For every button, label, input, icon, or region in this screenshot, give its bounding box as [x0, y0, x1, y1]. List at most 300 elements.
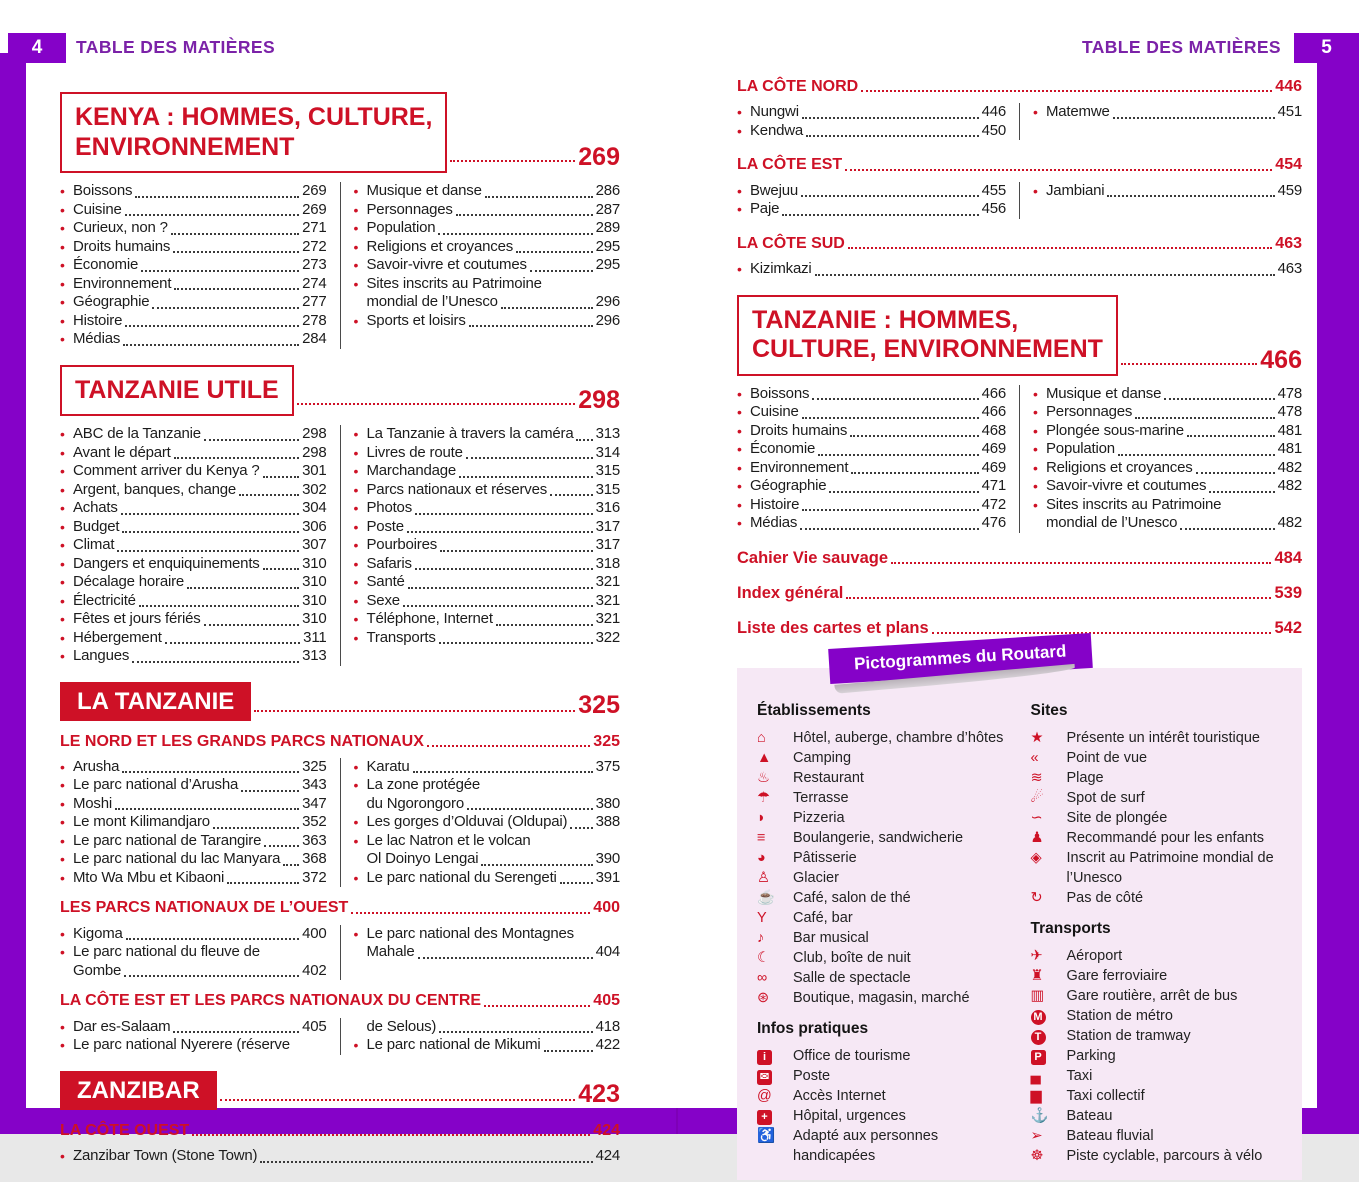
pictogram-item-label: Terrasse [793, 789, 849, 806]
bullet-icon: • [737, 496, 742, 513]
toc-item-label: Moshi [73, 794, 113, 812]
toc-item-body [367, 201, 621, 220]
pictogram-item-label: Accès Internet [793, 1087, 886, 1104]
pictogram-item [757, 968, 1009, 988]
pas-de-cote-icon: ↻ [1030, 889, 1043, 906]
toc-item-label: du Ngorongoro [366, 794, 464, 812]
leader-dots [467, 808, 593, 810]
section-title-line: KENYA : HOMMES, CULTURE, [75, 103, 433, 131]
toc-item [354, 312, 621, 331]
pictogram-item-label: Camping [793, 749, 852, 766]
toc-item-page: 313 [302, 647, 327, 664]
leader-dots [122, 531, 299, 533]
toc-item-label: Religions et croyances [366, 237, 514, 255]
toc-item-body [73, 832, 327, 851]
toc-item-row [367, 573, 621, 592]
toc-item-label: Économie [750, 440, 816, 458]
toc-item-body [750, 182, 1006, 201]
bullet-icon: • [353, 814, 359, 831]
toc-item-label: Hébergement [73, 628, 162, 646]
toc-item [354, 592, 621, 611]
toc-section-page: 423 [578, 1079, 620, 1108]
toc-item-page: 466 [981, 403, 1006, 421]
pictogram-item [757, 928, 1009, 948]
toc-item-row [73, 629, 327, 648]
toc-item-body [73, 629, 327, 648]
pictogram-item-label: Station de métro [1066, 1007, 1173, 1024]
toc-red-row-page: 484 [1274, 548, 1302, 567]
toc-item-label: Fêtes et jours fériés [73, 610, 201, 627]
toc-item [354, 219, 621, 238]
toc-item-label-line1: Le parc national des Montagnes [366, 924, 574, 942]
toc-item-body [367, 256, 621, 275]
leader-dots [802, 509, 978, 511]
toc-item-row [73, 1018, 327, 1037]
toc-item [60, 219, 327, 238]
toc-item-body [73, 256, 327, 275]
toc-section-page: 466 [1260, 345, 1302, 374]
leader-dots [439, 642, 593, 644]
bullet-icon: • [60, 220, 65, 236]
bullet-icon: • [737, 201, 742, 218]
bullet-icon: • [737, 515, 742, 532]
toc-item-page: 298 [302, 443, 327, 461]
toc-item [354, 425, 621, 444]
bullet-icon: • [1033, 182, 1038, 199]
leader-dots [241, 790, 299, 792]
toc-item [60, 293, 327, 312]
bike-path-icon: ☸ [1030, 1147, 1044, 1164]
toc-item-row [367, 182, 621, 201]
bullet-icon: • [353, 1037, 359, 1054]
toc-subheading-page: 405 [593, 992, 620, 1010]
toc-item-row [367, 943, 621, 962]
toc-item [737, 459, 1006, 478]
toc-wide-items [737, 260, 1302, 279]
pictogram-item-label: Inscrit au Patrimoine mondial de l’Unesco [1066, 849, 1274, 886]
bullet-icon: • [60, 331, 65, 347]
toc-item [60, 1036, 327, 1055]
toc-item-row [73, 925, 327, 944]
toc-item [60, 943, 327, 980]
toc-item-row [367, 536, 621, 555]
section-banner: LA TANZANIE [60, 682, 251, 721]
toc-item-row [750, 422, 1006, 441]
toc-item-label: Arusha [73, 757, 120, 775]
leader-dots [204, 624, 300, 626]
toc-item [354, 555, 621, 574]
toc-item-label: Pourboires [366, 536, 438, 553]
bullet-icon: • [60, 537, 65, 553]
pictogram-item [1031, 1086, 1283, 1106]
toc-item-body [73, 573, 327, 592]
toc-item-row [750, 260, 1302, 279]
toc-item-body [367, 758, 621, 777]
bullet-icon: • [1033, 496, 1038, 513]
pictogram-item-label: Adapté aux personnes handicapées [793, 1127, 939, 1164]
toc-columns [737, 385, 1302, 533]
pictogram-item [757, 768, 1009, 788]
toc-item-page: 446 [981, 103, 1006, 121]
bullet-icon: • [60, 869, 65, 886]
toc-item-row [73, 481, 327, 500]
toc-item-row [73, 499, 327, 518]
toc-item-page: 391 [595, 868, 620, 886]
toc-column [60, 182, 327, 349]
toc-item-page: 269 [302, 182, 327, 199]
bullet-icon: • [60, 312, 65, 329]
toc-item-label: Histoire [750, 495, 800, 513]
leader-dots [812, 398, 978, 400]
bullet-icon: • [1033, 385, 1038, 402]
toc-item-label: Décalage horaire [73, 573, 185, 590]
toc-item-label: Argent, banques, change [73, 480, 237, 498]
toc-column [60, 758, 327, 888]
shared-taxi-icon: ▆ [1030, 1087, 1042, 1104]
leader-dots [192, 1134, 590, 1136]
toc-columns [60, 758, 620, 888]
toc-item [354, 832, 621, 869]
toc-item-row [73, 832, 327, 851]
camping-icon: ▲ [757, 749, 772, 766]
toc-section [737, 619, 1302, 638]
toc-column [1019, 182, 1302, 219]
leader-dots [485, 196, 593, 198]
toc-item-page: 375 [595, 757, 620, 775]
toc-item-label: Médias [750, 514, 798, 532]
bullet-icon: • [60, 1148, 65, 1165]
toc-item-page: 318 [595, 554, 620, 572]
toc-item-label: Safaris [366, 554, 412, 572]
toc-subheading-page: 454 [1275, 156, 1302, 174]
bullet-icon: • [353, 275, 359, 292]
toc-item-body [73, 536, 327, 555]
toc-item-body [73, 1147, 620, 1166]
toc-item-page: 456 [981, 200, 1006, 218]
bullet-icon: • [60, 574, 65, 590]
leader-dots [861, 90, 1272, 92]
toc-item-row [73, 1147, 620, 1166]
toc-item-page: 343 [302, 776, 327, 794]
leader-dots [122, 771, 299, 773]
toc-item-label: Le mont Kilimandjaro [73, 813, 210, 831]
toc-item-label: Budget [73, 517, 120, 535]
toc-subheading-label: LA CÔTE NORD [737, 78, 859, 95]
toc-item-page: 405 [302, 1017, 327, 1035]
bullet-icon: • [353, 481, 359, 498]
leader-dots [484, 1005, 590, 1007]
pictogram-item [757, 1086, 1009, 1106]
toc-item-body [750, 514, 1006, 533]
toc-item-row [73, 293, 327, 312]
toc-item [737, 103, 1006, 122]
toc-wide-items [60, 1147, 620, 1166]
pictogram-item-label: Pâtisserie [793, 849, 857, 866]
toc-subheading [737, 156, 1302, 174]
bullet-icon: • [353, 592, 359, 609]
toc-item [60, 795, 327, 814]
bullet-icon: • [60, 611, 65, 627]
toc-item-page: 273 [302, 256, 327, 273]
toc-item-row [73, 256, 327, 275]
toc-item-row [1046, 422, 1302, 441]
bullet-icon: • [60, 777, 65, 794]
toc-item [354, 499, 621, 518]
pictogram-item-label: Poste [793, 1067, 831, 1084]
toc-item-page: 302 [302, 480, 327, 498]
toc-section-page: 325 [578, 690, 620, 719]
toc-item [60, 444, 327, 463]
leader-dots [782, 214, 978, 216]
toc-item [354, 925, 621, 962]
toc-item-body [367, 1036, 621, 1055]
toc-item-body [367, 776, 621, 813]
toc-item-page: 478 [1277, 384, 1302, 402]
toc-item-body [73, 592, 327, 611]
bullet-icon: • [60, 463, 65, 479]
toc-item-page: 286 [595, 182, 620, 199]
toc-item-body [750, 422, 1006, 441]
music-bar-icon: ♪ [757, 929, 765, 946]
leader-dots [174, 288, 299, 290]
pictogram-item-label: Pizzeria [793, 809, 845, 826]
toc-item-row [73, 462, 327, 481]
pictogram-group [1031, 702, 1283, 908]
leader-dots [469, 325, 593, 327]
pictogram-item-label: Aéroport [1066, 947, 1123, 964]
toc-item [60, 499, 327, 518]
theater-icon: ∞ [757, 969, 768, 986]
leader-dots [173, 251, 299, 253]
toc-item-row [367, 238, 621, 257]
pictogram-item-label: Parking [1066, 1047, 1116, 1064]
pictogram-item-label: Boulangerie, sandwicherie [793, 829, 964, 846]
toc-item-row [73, 869, 327, 888]
toc-item-label: Religions et croyances [1046, 458, 1193, 476]
toc-column [737, 385, 1006, 533]
pictogram-item [1031, 966, 1283, 986]
toc-section [737, 235, 1302, 279]
toc-item-label: Karatu [366, 757, 410, 775]
bullet-icon: • [353, 444, 359, 461]
toc-item-row [1046, 385, 1302, 404]
leader-dots [1118, 454, 1275, 456]
toc-item-page: 380 [595, 794, 620, 812]
toc-item-label: Environnement [750, 458, 849, 476]
toc-item [354, 518, 621, 537]
toc-item-row [367, 462, 621, 481]
leader-dots [263, 476, 300, 478]
bullet-icon: • [353, 758, 359, 775]
toc-item-page: 466 [981, 384, 1006, 402]
bullet-icon: • [353, 220, 359, 236]
toc-item [737, 182, 1006, 201]
pictogram-item-label: Point de vue [1066, 749, 1148, 766]
toc-item-body [73, 182, 327, 201]
toc-item-label: mondial de l’Unesco [366, 293, 498, 310]
pictogram-item [1031, 1106, 1283, 1126]
toc-item-label: Marchandage [366, 462, 457, 479]
toc-item [60, 518, 327, 537]
leader-dots [845, 169, 1272, 171]
bullet-icon: • [60, 592, 65, 609]
toc-item-row [73, 425, 327, 444]
toc-item-body [1046, 496, 1302, 533]
toc-item-body [750, 477, 1006, 496]
toc-item [1033, 477, 1302, 496]
toc-item-page: 304 [302, 499, 327, 516]
bullet-icon: • [60, 481, 65, 498]
toc-item-body [73, 776, 327, 795]
bullet-icon: • [60, 183, 65, 199]
pictogram-group [757, 702, 1009, 1008]
leader-dots [496, 624, 593, 626]
pictogram-item [1031, 1046, 1283, 1066]
leader-dots [117, 550, 299, 552]
toc-item-body [1046, 103, 1302, 122]
toc-section [737, 584, 1302, 603]
bullet-icon: • [60, 832, 65, 849]
toc-item-body [367, 1018, 621, 1037]
toc-item-body [73, 462, 327, 481]
leader-dots [427, 745, 590, 747]
toc-item-page: 404 [595, 943, 620, 961]
pictogram-item [1031, 1126, 1283, 1146]
toc-column [340, 758, 621, 888]
toc-item-label: Environnement [73, 274, 172, 292]
toc-item-page: 295 [595, 256, 620, 273]
bullet-icon: • [737, 122, 742, 139]
toc-item [354, 573, 621, 592]
toc-item [1033, 182, 1302, 201]
toc-red-row-label: Index général [737, 583, 844, 602]
pictogram-item-label: Bateau fluvial [1066, 1127, 1154, 1144]
toc-item-row [73, 758, 327, 777]
pictogram-item [757, 868, 1009, 888]
toc-item-body [1046, 477, 1302, 496]
leader-dots [408, 587, 593, 589]
bullet-icon: • [353, 537, 359, 553]
leader-dots [213, 827, 299, 829]
leader-dots [439, 1031, 592, 1033]
toc-item [60, 481, 327, 500]
toc-item-page: 274 [302, 274, 327, 292]
toc-item-row [367, 425, 621, 444]
leader-dots [403, 605, 593, 607]
toc-column [737, 103, 1006, 140]
shop-icon: ⊛ [757, 989, 770, 1006]
toc-item-row [367, 869, 621, 888]
leader-dots [124, 975, 299, 977]
toc-item-body [73, 850, 327, 869]
bullet-icon: • [737, 104, 742, 121]
toc-item [354, 201, 621, 220]
leader-dots [802, 417, 979, 419]
toc-item-row [367, 201, 621, 220]
toc-item-body [73, 518, 327, 537]
toc-item-label: Géographie [750, 477, 827, 495]
toc-item-page: 277 [302, 293, 327, 310]
pictogram-item [1031, 728, 1283, 748]
toc-red-row [737, 584, 1302, 603]
toc-subheading-page: 446 [1275, 78, 1302, 95]
toc-item-body [367, 182, 621, 201]
toc-item [354, 1036, 621, 1055]
toc-item-page: 418 [595, 1017, 620, 1035]
toc-column [60, 425, 327, 666]
leader-dots [481, 864, 592, 866]
frame-bar-left [0, 53, 26, 1134]
toc-item [1033, 496, 1302, 533]
pictogram-item-label: Présente un intérêt touristique [1066, 729, 1260, 746]
pictogram-group-heading: Établissements [757, 701, 871, 719]
river-boat-icon: ➢ [1030, 1127, 1043, 1144]
bullet-icon: • [60, 925, 65, 942]
bullet-icon: • [60, 238, 65, 255]
toc-item [60, 275, 327, 294]
tourist-interest-icon: ★ [1030, 729, 1044, 746]
pictogram-item [757, 888, 1009, 908]
toc-item-label: Histoire [73, 311, 123, 329]
toc-item [60, 776, 327, 795]
pictogram-item-label: Glacier [793, 869, 839, 886]
pictogram-item-label: Bateau [1066, 1107, 1113, 1124]
bullet-icon: • [60, 851, 65, 868]
diving-icon: ∽ [1030, 809, 1043, 826]
toc-item-page: 347 [302, 794, 327, 812]
toc-item-page: 296 [595, 311, 620, 329]
toc-item [354, 444, 621, 463]
bullet-icon: • [60, 294, 65, 310]
bullet-icon: • [60, 1018, 65, 1035]
bullet-icon: • [353, 925, 359, 942]
toc-item-body [367, 312, 621, 331]
pictogram-item-label: Pas de côté [1066, 889, 1144, 906]
leader-dots [438, 233, 592, 235]
bullet-icon: • [60, 275, 65, 292]
leader-dots [1196, 472, 1275, 474]
toc-item [60, 610, 327, 629]
toc-item-label: Téléphone, Internet [366, 610, 493, 627]
toc-item-label: Dangers et enquiquinements [73, 554, 260, 572]
toc-item-body [750, 103, 1006, 122]
toc-item-body [750, 440, 1006, 459]
toc-item-label: Achats [73, 499, 118, 516]
toc-item-label: Avant le départ [73, 443, 171, 461]
toc-item-page: 289 [595, 219, 620, 236]
leader-dots [407, 531, 593, 533]
toc-item-body [73, 647, 327, 666]
leader-dots [440, 550, 593, 552]
pictogram-column [1031, 702, 1283, 1166]
toc-item [354, 462, 621, 481]
leader-dots [125, 325, 299, 327]
bullet-icon: • [353, 201, 359, 218]
toc-item [737, 422, 1006, 441]
toc-item-page: 321 [595, 591, 620, 609]
toc-item-body [73, 312, 327, 331]
toc-item-row [1046, 403, 1302, 422]
toc-subheading [60, 1122, 620, 1140]
toc-item-row [750, 440, 1006, 459]
toc-item-label: Plongée sous-marine [1046, 421, 1184, 439]
leader-dots [126, 938, 299, 940]
toc-item [60, 1147, 620, 1166]
toc-item-label: Zanzibar Town (Stone Town) [73, 1147, 258, 1165]
bullet-icon: • [1033, 478, 1038, 495]
toc-item-body [73, 444, 327, 463]
toc-item-page: 478 [1277, 403, 1302, 421]
